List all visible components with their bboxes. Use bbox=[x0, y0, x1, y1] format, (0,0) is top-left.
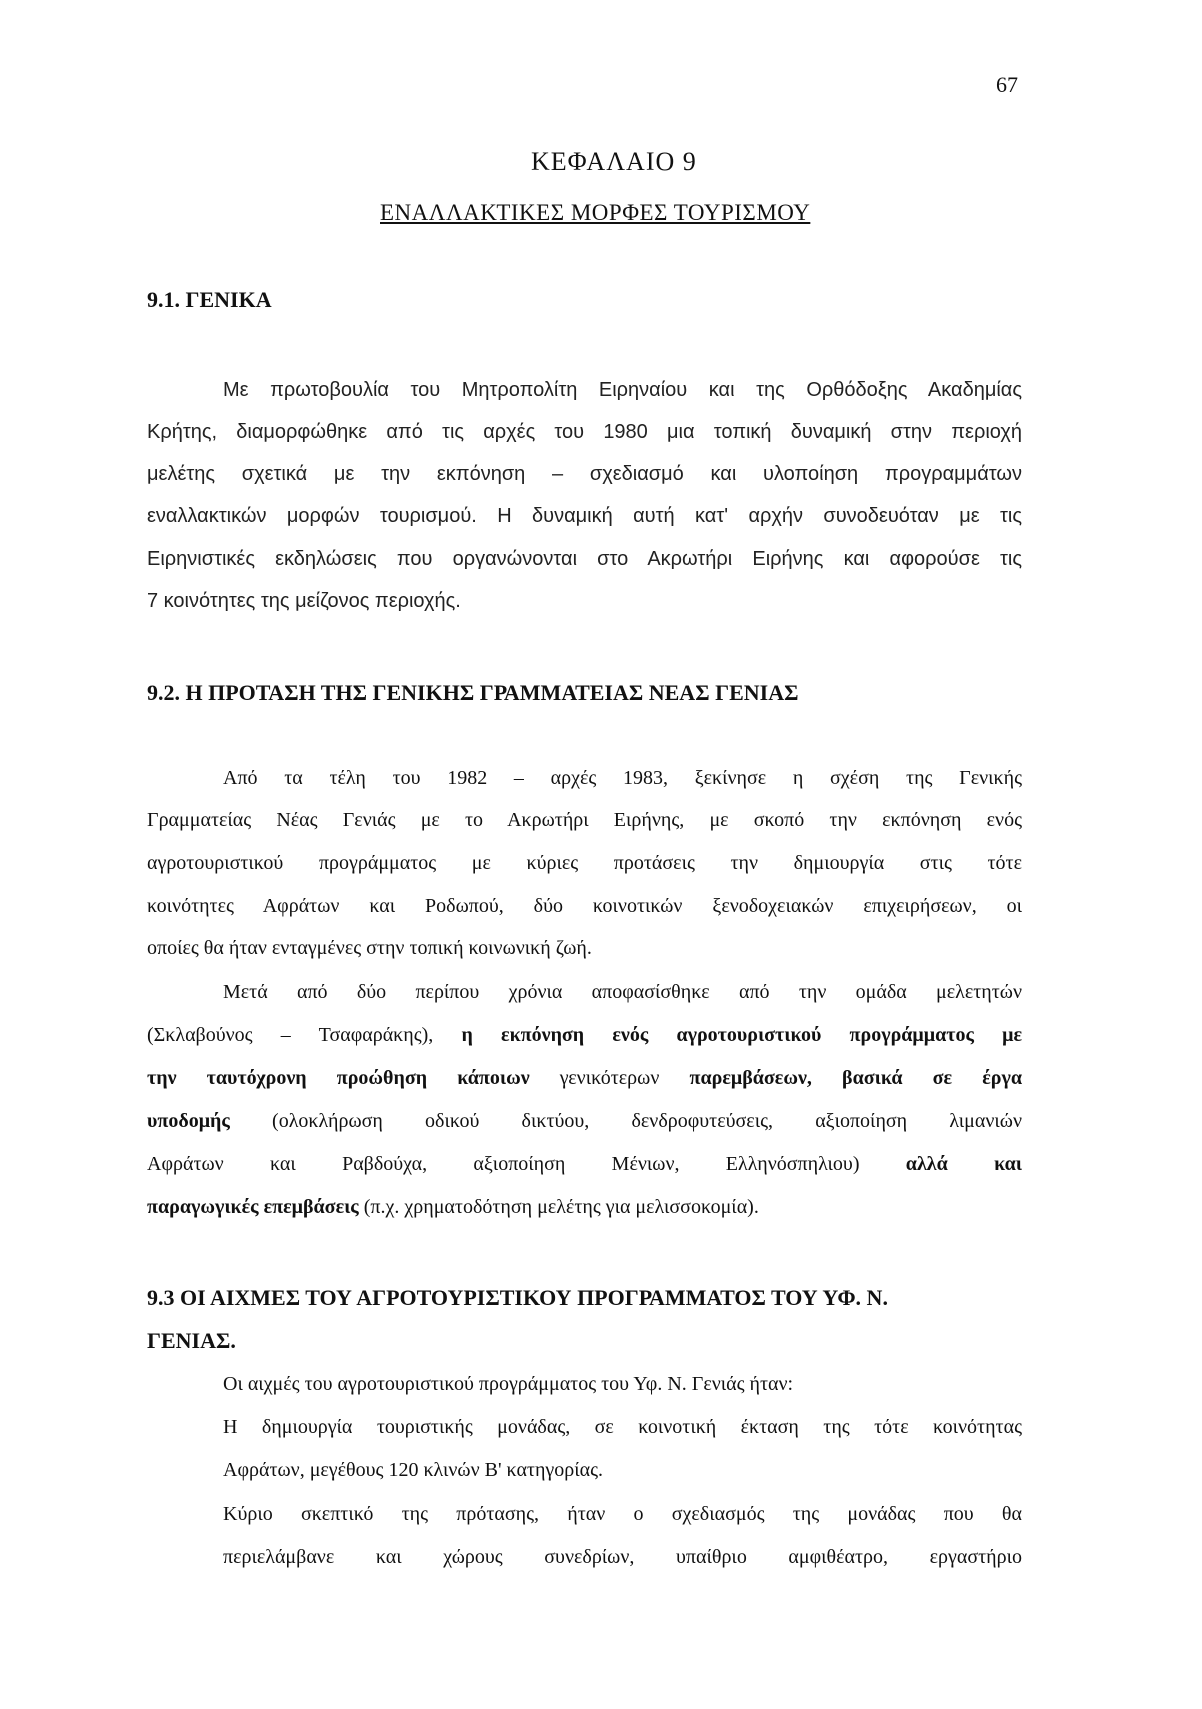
chapter-subtitle: ΕΝΑΛΛΑΚΤΙΚΕΣ ΜΟΡΦΕΣ ΤΟΥΡΙΣΜΟΥ bbox=[380, 200, 811, 225]
text-line: Κρήτης, διαμορφώθηκε από τις αρχές του 1980 μια τοπική δυναμική στην περιοχή bbox=[147, 421, 1022, 443]
text-normal: γενικότερων bbox=[559, 1067, 690, 1089]
text-bold: παρεμβάσεων, βασικά σε έργα bbox=[689, 1067, 1022, 1089]
text-line: Μετά από δύο περίπου χρόνια αποφασίσθηκε από την ομάδα μελετητών bbox=[223, 981, 1022, 1003]
text-bold: αλλά και bbox=[905, 1153, 1022, 1175]
page-number: 67 bbox=[996, 72, 1018, 97]
text-line: 7 κοινότητες της μείζονος περιοχής. bbox=[147, 590, 461, 612]
text-line bbox=[147, 1153, 1022, 1176]
text-line: Οι αιχμές του αγροτουριστικού προγράμματος του Υφ. Ν. Γενιάς ήταν: bbox=[223, 1373, 794, 1395]
text-line: Αφράτων, μεγέθους 120 κλινών Β' κατηγορίας. bbox=[223, 1459, 604, 1481]
text-bold: η εκπόνηση ενός αγροτουριστικού προγράμματος με bbox=[461, 1024, 1022, 1046]
text-normal: (π.χ. χρηματοδότηση μελέτης για μελισσοκομία). bbox=[358, 1196, 759, 1218]
text-line: περιελάμβανε και χώρους συνεδρίων, υπαίθριο αμφιθέατρο, εργαστήριο bbox=[223, 1546, 1022, 1568]
text-line: εναλλακτικών μορφών τουρισμού. Η δυναμική αυτή κατ' αρχήν συνοδευόταν με τις bbox=[147, 505, 1022, 527]
text-line: κοινότητες Αφράτων και Ροδωπού, δύο κοινοτικών ξενοδοχειακών επιχειρήσεων, οι bbox=[147, 895, 1022, 917]
text-line bbox=[147, 1024, 1022, 1047]
text-bold: την ταυτόχρονη προώθηση κάποιων bbox=[147, 1067, 560, 1089]
text-line: Με πρωτοβουλία του Μητροπολίτη Ειρηναίου και της Ορθόδοξης Ακαδημίας bbox=[223, 379, 1022, 401]
text-line bbox=[147, 1110, 1022, 1133]
text-line: Γραμματείας Νέας Γενιάς με το Ακρωτήρι Ειρήνης, με σκοπό την εκπόνηση ενός bbox=[147, 809, 1022, 831]
text-line bbox=[147, 1196, 1022, 1219]
text-line bbox=[147, 1067, 1022, 1090]
text-line: μελέτης σχετικά με την εκπόνηση – σχεδιασμό και υλοποίηση προγραμμάτων bbox=[147, 463, 1022, 485]
text-normal: Αφράτων και Ραβδούχα, αξιοποίηση Μένιων, Ελληνόσπηλιου) bbox=[147, 1153, 906, 1175]
chapter-title: ΚΕΦΑΛΑΙΟ 9 bbox=[531, 147, 697, 176]
text-line: αγροτουριστικού προγράμματος με κύριες προτάσεις την δημιουργία στις τότε bbox=[147, 852, 1022, 874]
section-heading-general: 9.1. ΓΕΝΙΚΑ bbox=[147, 287, 272, 312]
text-line: Κύριο σκεπτικό της πρότασης, ήταν ο σχεδιασμός της μονάδας που θα bbox=[223, 1503, 1022, 1525]
section-heading-proposal: 9.2. Η ΠΡΟΤΑΣΗ ΤΗΣ ΓΕΝΙΚΗΣ ΓΡΑΜΜΑΤΕΙΑΣ ΝΕΑΣ ΓΕΝΙΑΣ bbox=[147, 680, 799, 705]
section-heading-aims-cont: ΓΕΝΙΑΣ. bbox=[147, 1328, 236, 1353]
text-line: Ειρηνιστικές εκδηλώσεις που οργανώνονται στο Ακρωτήρι Ειρήνης και αφορούσε τις bbox=[147, 548, 1022, 570]
text-normal: (Σκλαβούνος – Τσαφαράκης), bbox=[147, 1024, 462, 1046]
text-line: Από τα τέλη του 1982 – αρχές 1983, ξεκίνησε η σχέση της Γενικής bbox=[223, 767, 1022, 789]
section-heading-aims: 9.3 ΟΙ ΑΙΧΜΕΣ ΤΟΥ ΑΓΡΟΤΟΥΡΙΣΤΙΚΟΥ ΠΡΟΓΡΑΜΜΑΤΟΣ ΤΟΥ ΥΦ. Ν. bbox=[147, 1285, 888, 1310]
text-normal: (ολοκλήρωση οδικού δικτύου, δενδροφυτεύσεις, αξιοποίηση λιμανιών bbox=[229, 1110, 1022, 1132]
text-line: Η δημιουργία τουριστικής μονάδας, σε κοινοτική έκταση της τότε κοινότητας bbox=[223, 1416, 1022, 1438]
text-bold: υποδομής bbox=[147, 1110, 230, 1132]
text-bold: παραγωγικές επεμβάσεις bbox=[147, 1196, 359, 1218]
text-line: οποίες θα ήταν ενταγμένες στην τοπική κοινωνική ζωή. bbox=[147, 937, 592, 959]
